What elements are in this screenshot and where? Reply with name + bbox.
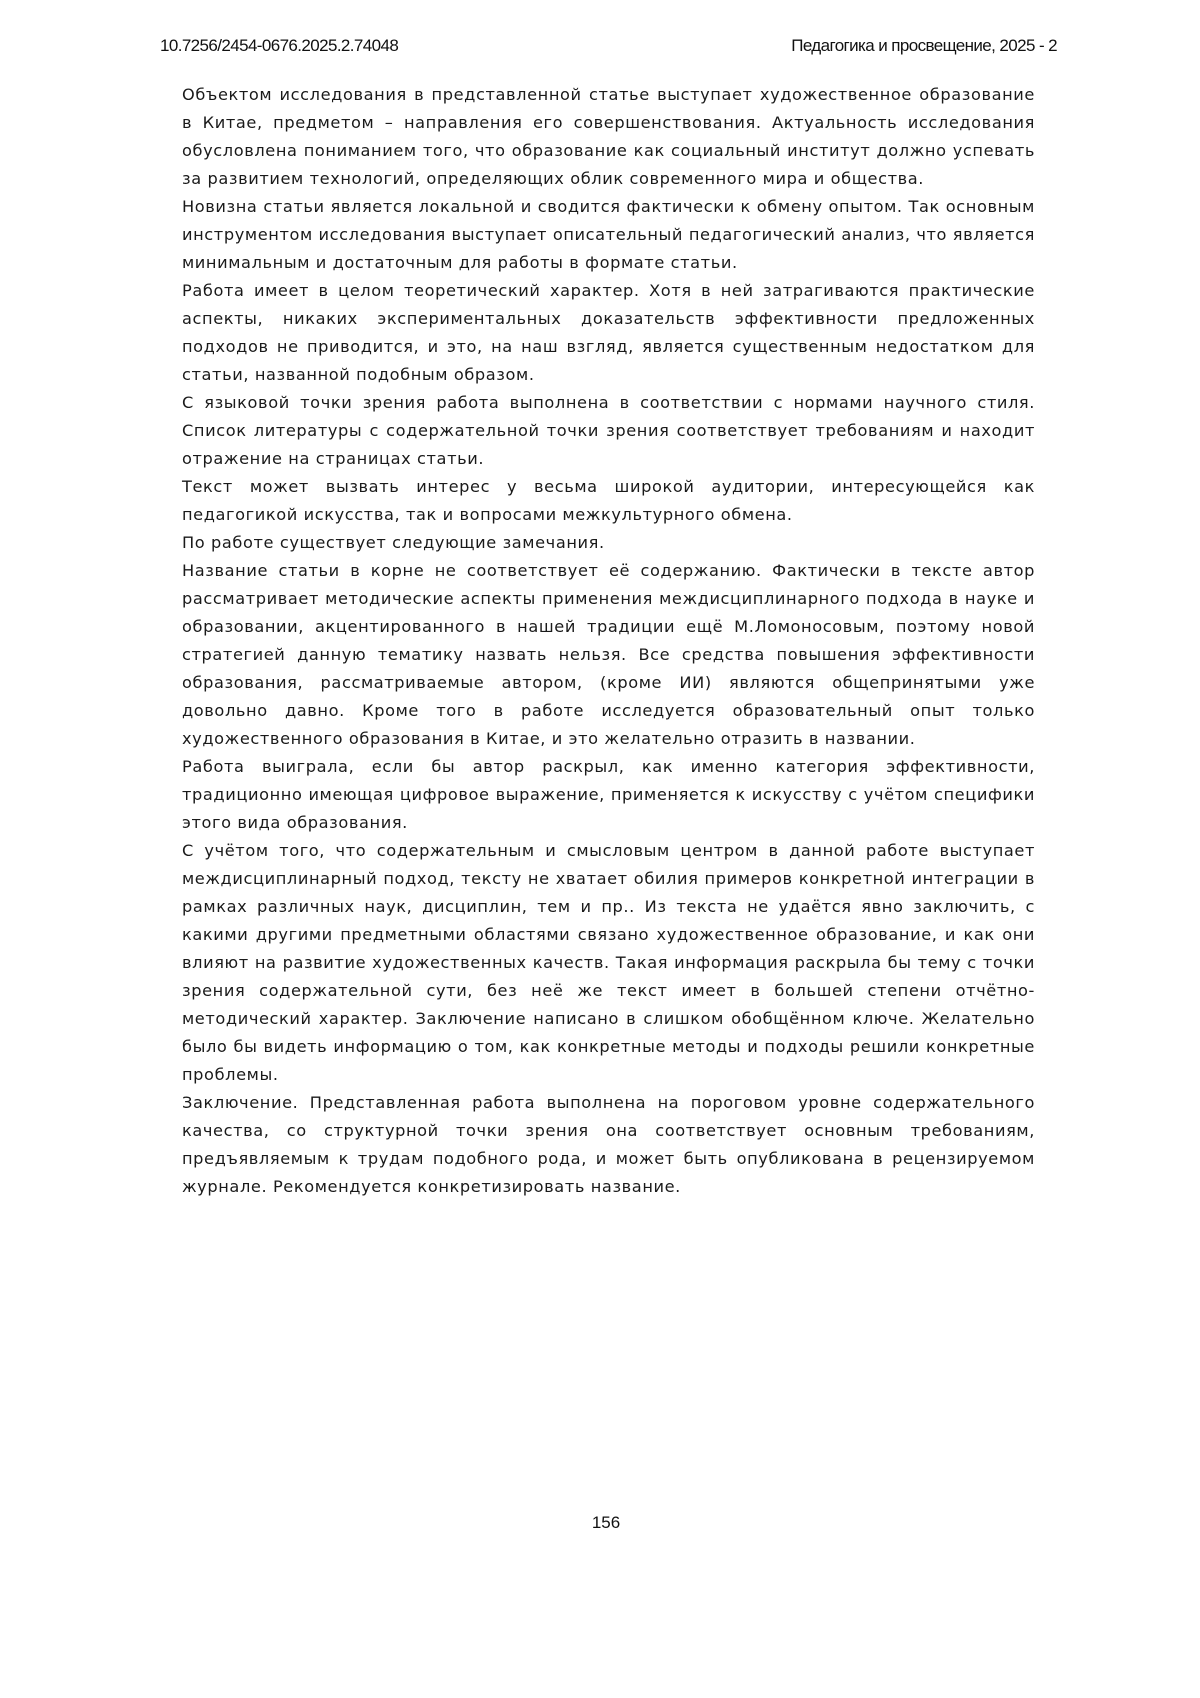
paragraph: Новизна статьи является локальной и сводится фактически к обмену опытом. Так основным инструментом исследования выступает описательный педагогический анализ, что является минимальным и достаточным для работы в формате статьи. (182, 197, 1035, 272)
doi-header: 10.7256/2454-0676.2025.2.74048 (160, 36, 399, 55)
paragraph: Объектом исследования в представленной статье выступает художественное образование в Китае, предметом – направления его совершенствования. Актуальность исследования обусловлена пониманием того, что образование как социальный институт должно успевать за развитием технологий, определяющих облик современного мира и общества. (182, 85, 1035, 188)
review-body (182, 81, 1035, 1201)
paragraph: Название статьи в корне не соответствует её содержанию. Фактически в тексте автор рассматривает методические аспекты применения междисциплинарного подхода в науке и образовании, акцентированного в нашей традиции ещё М.Ломоносовым, поэтому новой стратегией данную тематику назвать нельзя. Все средства повышения эффективности образования, рассматриваемые автором, (кроме ИИ) являются общепринятыми уже довольно давно. Кроме того в работе исследуется образовательный опыт только художественного образования в Китае, и это желательно отразить в названии. (182, 561, 1035, 748)
journal-header: Педагогика и просвещение, 2025 - 2 (791, 36, 1057, 55)
paragraph: С учётом того, что содержательным и смысловым центром в данной работе выступает междисциплинарный подход, тексту не хватает обилия примеров конкретной интеграции в рамках различных наук, дисциплин, тем и пр.. Из текста не удаётся явно заключить, с какими другими предметными областями связано художественное образование, и как они влияют на развитие художественных качеств. Такая информация раскрыла бы тему с точки зрения содержательной сути, без неё же текст имеет в большей степени отчётно-методический характер. Заключение написано в слишком обобщённом ключе. Желательно было бы видеть информацию о том, как конкретные методы и подходы решили конкретные проблемы. (182, 841, 1035, 1084)
paragraph: Текст может вызвать интерес у весьма широкой аудитории, интересующейся как педагогикой искусства, так и вопросами межкультурного обмена. (182, 477, 1035, 524)
paragraph: Работа имеет в целом теоретический характер. Хотя в ней затрагиваются практические аспекты, никаких экспериментальных доказательств эффективности предложенных подходов не приводится, и это, на наш взгляд, является существенным недостатком для статьи, названной подобным образом. (182, 281, 1035, 384)
page-number: 156 (591, 1513, 621, 1532)
paragraph: По работе существует следующие замечания. (182, 533, 605, 552)
paragraph: С языковой точки зрения работа выполнена в соответствии с нормами научного стиля. Список литературы с содержательной точки зрения соответствует требованиям и находит отражение на страницах статьи. (182, 393, 1035, 468)
paragraph: Работа выиграла, если бы автор раскрыл, как именно категория эффективности, традиционно имеющая цифровое выражение, применяется к искусству с учётом специфики этого вида образования. (182, 757, 1035, 832)
paragraph: Заключение. Представленная работа выполнена на пороговом уровне содержательного качества, со структурной точки зрения она соответствует основным требованиям, предъявляемым к трудам подобного рода, и может быть опубликована в рецензируемом журнале. Рекомендуется конкретизировать название. (182, 1093, 1035, 1196)
